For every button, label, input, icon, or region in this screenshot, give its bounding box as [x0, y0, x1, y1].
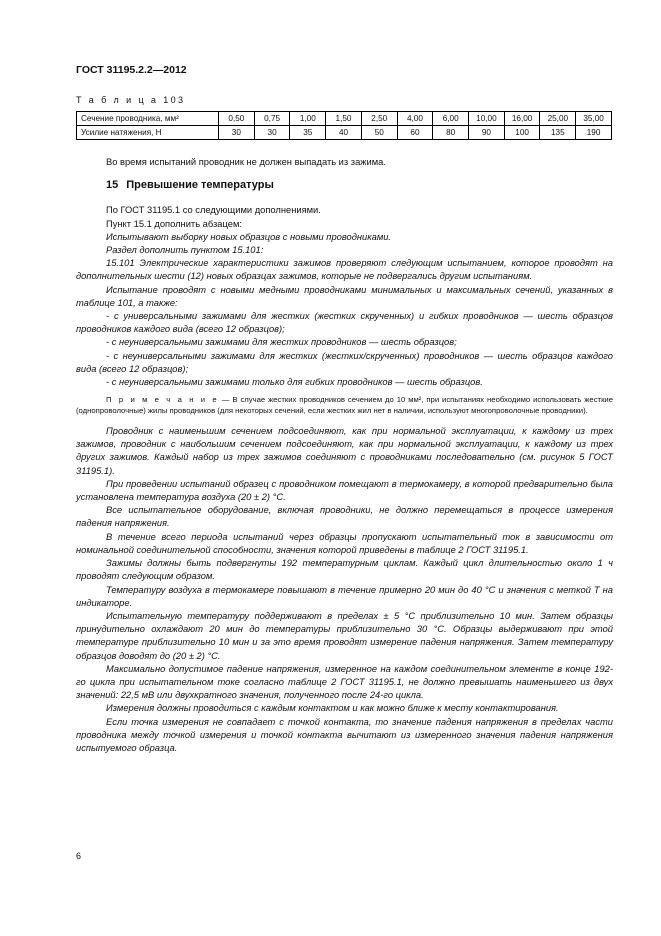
- paragraph: Испытание проводят с новыми медными проводниками минимальных и максимальных сечений, указанных в таблице 101, а также:: [76, 284, 613, 308]
- section-number: 15: [106, 179, 119, 192]
- table-cell: 25,00: [540, 112, 576, 126]
- paragraph: Проводник с наименьшим сечением подсоединяют, как при нормальной эксплуатации, к каждому из трех зажимов, проводник с наибольшим сечением подсоединяют, как при нормальной эксплуатации, к каждому из трех других зажимов. Каждый набор из трех зажимов соединяют с проводниками последовательно (см. рисунок 5 ГОСТ 31195.1).: [76, 426, 613, 476]
- table-cell: 1,00: [290, 112, 326, 126]
- table-cell: 50: [361, 126, 397, 140]
- table-cell: 0,75: [254, 112, 290, 126]
- paragraph: В течение всего периода испытаний через образцы пропускают испытательный ток в зависимости от номинальной соединительной способности, значения которой приведены в таблице 2 ГОСТ 31195.1.: [76, 531, 613, 555]
- table-cell: 10,00: [469, 112, 505, 126]
- document-body: [76, 156, 613, 755]
- table-cell: 30: [254, 126, 290, 140]
- table-row: [77, 112, 612, 126]
- table-row-label: Усилие натяжения, Н: [77, 126, 219, 140]
- paragraph: 15.101 Электрические характеристики зажимов проверяют следующим испытанием, которое проводят на дополнительных шести (12) новых образцах зажимов, которые не подвергались другим испытаниям.: [76, 258, 613, 282]
- table-cell: 100: [504, 126, 540, 140]
- table-103: [76, 111, 612, 140]
- table-cell: 1,50: [326, 112, 362, 126]
- section-title: Превышение температуры: [126, 179, 274, 192]
- paragraph: Зажимы должны быть подвергнуты 192 температурным циклам. Каждый цикл длительностью около 1 ч проводят следующим образом.: [76, 558, 613, 582]
- table-cell: 40: [326, 126, 362, 140]
- table-caption: Т а б л и ц а 103: [76, 95, 186, 105]
- table-cell: 60: [397, 126, 433, 140]
- note: [76, 395, 613, 417]
- table-cell: 4,00: [397, 112, 433, 126]
- table-cell: 35: [290, 126, 326, 140]
- paragraph: Во время испытаний проводник не должен выпадать из зажима.: [106, 157, 386, 167]
- table-row-label: Сечение проводника, мм²: [77, 112, 219, 126]
- paragraph: Если точка измерения не совпадает с точкой контакта, то значение падения напряжения в пределах части проводника между точкой измерения и точкой контакта вычитают из измеренного значения падения напряжения испытуемого образца.: [76, 716, 613, 753]
- note-label: П р и м е ч а н и е: [106, 395, 219, 405]
- table-cell: 35,00: [576, 112, 612, 126]
- paragraph: Пункт 15.1 дополнить абзацем:: [106, 218, 242, 229]
- paragraph: Все испытательное оборудование, включая проводники, не должно перемещаться в процессе измерения падения напряжения.: [76, 505, 613, 529]
- table-cell: 30: [219, 126, 255, 140]
- paragraph: По ГОСТ 31195.1 со следующими дополнениями.: [106, 205, 321, 216]
- table-row: [77, 126, 612, 140]
- table-cell: 90: [469, 126, 505, 140]
- section-heading: [106, 179, 613, 192]
- document-header: ГОСТ 31195.2.2—2012: [76, 64, 187, 76]
- paragraph: Раздел дополнить пунктом 15.101:: [106, 245, 264, 256]
- table-cell: 16,00: [504, 112, 540, 126]
- list-item: - с неуниверсальными зажимами для жестких проводников — шесть образцов;: [106, 337, 457, 348]
- paragraph: Испытательную температуру поддерживают в пределах ± 5 °С приблизительно 10 мин. Затем образцы принудительно охлаждают 20 мин до температуры приблизительно 30 °С. Образцы выдерживают при этой температуре приблизительно 10 мин и за это время проводят измерение падения напряжения. Затем температуру образцов доводят до (20 ± 2) °С.: [76, 610, 613, 661]
- list-item: - с неуниверсальными зажимами для жестких (жестких/скрученных) проводников — шесть образцов каждого вида (всего 12 образцов);: [76, 350, 613, 374]
- paragraph: Измерения должны проводиться с каждым контактом и как можно ближе к месту контактирования.: [106, 703, 559, 714]
- table-cell: 190: [576, 126, 612, 140]
- note-text: — В случае жестких проводников сечением до 10 мм², при испытаниях необходимо использовать жесткие (однопроволочные) жилы проводников (для некоторых сечений, если жестких жил нет в наличии, используют многопроволочные проводники).: [76, 395, 613, 416]
- paragraph: Испытывают выборку новых образцов с новыми проводниками.: [106, 231, 392, 242]
- table-cell: 2,50: [361, 112, 397, 126]
- list-item: - с универсальными зажимами для жестких (жестких скрученных) и гибких проводников — шесть образцов проводников каждого вида (всего 12 образцов);: [76, 311, 613, 335]
- paragraph: Максимально допустимое падение напряжения, измеренное на каждом соединительном элементе в конце 192-го цикла при испытательном токе согласно таблице 2 ГОСТ 31195.1, не должно превышать наименьшего из двух значений: 22,5 мВ или двухкратного значения, полученного после 24-го цикла.: [76, 663, 613, 701]
- table-cell: 80: [433, 126, 469, 140]
- table-cell: 135: [540, 126, 576, 140]
- list-item: - с неуниверсальными зажимами только для гибких проводников — шесть образцов.: [106, 377, 483, 388]
- paragraph: Температуру воздуха в термокамере повышают в течение примерно 20 мин до 40 °С и значения с меткой Т на индикаторе.: [76, 584, 613, 608]
- paragraph: При проведении испытаний образец с проводником помещают в термокамеру, в которой предварительно была установлена температура воздуха (20 ± 2) °С.: [76, 478, 613, 503]
- table-cell: 6,00: [433, 112, 469, 126]
- table-cell: 0,50: [219, 112, 255, 126]
- page-number: 6: [76, 851, 82, 861]
